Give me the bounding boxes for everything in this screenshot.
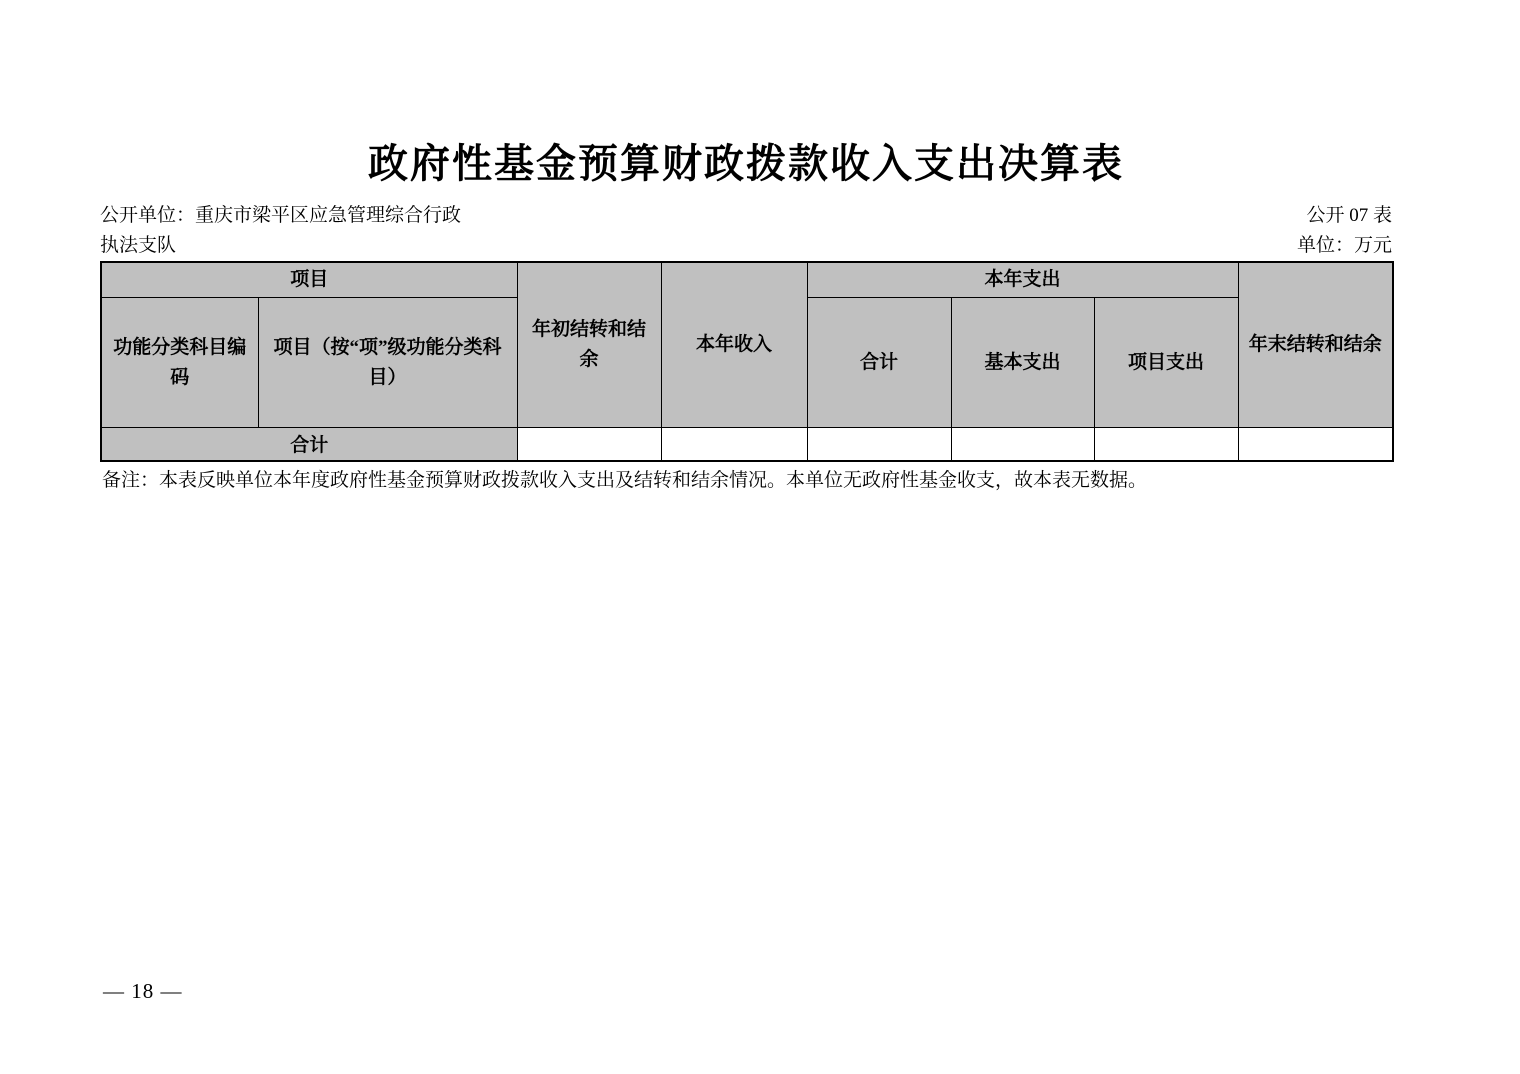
header-info-row (100, 201, 1392, 261)
page-number: — 18 — (103, 979, 183, 1003)
header-basic-expense: 基本支出 (951, 298, 1094, 428)
publisher-info (100, 201, 461, 261)
table-meta-info (1297, 201, 1392, 261)
cell-expense-total (807, 428, 951, 461)
header-year-expense-group: 本年支出 (807, 262, 1238, 298)
budget-table (100, 261, 1394, 462)
cell-basic-expense (951, 428, 1094, 461)
header-begin-balance: 年初结转和结余 (517, 262, 661, 428)
cell-begin-balance (517, 428, 661, 461)
header-project-expense: 项目支出 (1094, 298, 1238, 428)
cell-end-balance (1238, 428, 1393, 461)
table-number: 公开 07 表 (1306, 205, 1392, 226)
publisher-line-1: 公开单位：重庆市梁平区应急管理综合行政 (100, 205, 462, 226)
cell-project-expense (1094, 428, 1238, 461)
table-row-total (101, 428, 1393, 461)
header-end-balance: 年末结转和结余 (1238, 262, 1393, 428)
header-item-detail: 项目（按“项”级功能分类科目） (258, 298, 517, 428)
header-row-top (101, 262, 1393, 298)
cell-year-income (661, 428, 807, 461)
header-year-income: 本年收入 (661, 262, 807, 428)
header-expense-total: 合计 (807, 298, 951, 428)
unit-label: 单位：万元 (1296, 235, 1392, 256)
footnote: 备注：本表反映单位本年度政府性基金预算财政拨款收入支出及结转和结余情况。本单位无政府性基金收支，故本表无数据。 (102, 470, 1148, 491)
row-total-label: 合计 (101, 428, 517, 461)
page-title: 政府性基金预算财政拨款收入支出决算表 (368, 141, 1124, 186)
header-func-code: 功能分类科目编码 (101, 298, 258, 428)
publisher-line-2: 执法支队 (100, 235, 177, 256)
header-item-group: 项目 (101, 262, 517, 298)
